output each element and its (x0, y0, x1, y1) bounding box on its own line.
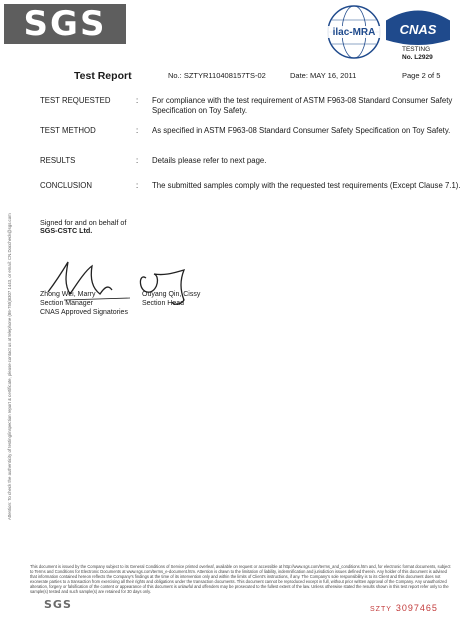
field-label: RESULTS (40, 156, 76, 165)
field-test-method (40, 126, 460, 150)
field-label: CONCLUSION (40, 181, 92, 190)
accreditation-label: TESTING (402, 46, 431, 53)
serial-digits: 3097465 (395, 603, 438, 613)
signatory-name: Zhong Wei, Marry (40, 291, 96, 298)
ilac-label: ilac-MRA (332, 27, 376, 38)
legal-disclaimer: This document is issued by the Company subject to its General Conditions of Service printed overleaf, available on request or accessible at http://www.sgs.com/terms_and_conditions.htm and, for electronic format documents, subject to Terms and Conditions for Electronic Documents at www.sgs.com/terms_e-document.htm. Attention is drawn to the limitation of liability, indemnification and jurisdiction issues defined therein. Any holder of this document is advised that information contained hereon reflects the Company's findings at the time of its intervention only and within the limits of Client's instructions, if any. The Company's sole responsibility is to its Client and this document does not exonerate parties to a transaction from exercising all their rights and obligations under the transaction documents. This document cannot be reproduced except in full, without prior written approval of the Company. Any unauthorized alteration, forgery or falsification of the content or appearance of this document is unlawful and offenders may be prosecuted to the fullest extent of the law. Unless otherwise stated the results shown in this test report refer only to the sample(s) tested and such sample(s) are retained for 30 days only. (30, 564, 451, 594)
signatory-name: Ouyang Qin, Cissy (142, 291, 201, 298)
field-colon: : (136, 126, 139, 135)
page-indicator: Page 2 of 5 (402, 71, 441, 80)
footer-sgs-logo: SGS (44, 598, 72, 611)
serial-number (370, 603, 438, 613)
sgs-logo: SGS (4, 4, 126, 44)
serial-prefix: SZTY (370, 606, 392, 613)
cnas-label: CNAS (399, 22, 437, 37)
field-label: TEST METHOD (40, 126, 96, 135)
company-name: SGS-CSTC Ltd. (40, 226, 93, 235)
ilac-globe-icon (322, 4, 386, 64)
report-title: Test Report (74, 70, 132, 82)
field-conclusion (40, 181, 460, 205)
signatory-title: Section Head (142, 300, 185, 307)
signatory-title: Section Manager (40, 300, 93, 307)
field-test-requested (40, 96, 460, 120)
report-date: Date: MAY 16, 2011 (290, 71, 357, 80)
field-value: For compliance with the test requirement of ASTM F963-08 Standard Consumer Safety Specification on Toy Safety. (152, 96, 453, 115)
signatory-left (40, 290, 128, 317)
signed-on-behalf: Signed for and on behalf of (40, 218, 127, 227)
report-number: No.: SZTYR110408157TS-02 (168, 71, 266, 80)
accreditation-info (382, 46, 452, 62)
field-value: The submitted samples comply with the requested test requirements (Except Clause 7.1). (152, 181, 461, 190)
field-colon: : (136, 156, 139, 165)
authenticity-notice: Attention: To check the authenticity of testing/inspection report & certificate, please contact us at telephone (86-755)8307 1443, or email: CN.Doccheck@sgs.com (7, 213, 12, 520)
cnas-logo (382, 6, 454, 50)
field-colon: : (136, 96, 139, 105)
signatory-right (142, 290, 200, 308)
field-value: As specified in ASTM F963-08 Standard Consumer Safety Specification on Toy Safety. (152, 126, 451, 135)
field-label: TEST REQUESTED (40, 96, 111, 105)
field-results (40, 156, 460, 170)
accreditation-number: No. L2929 (402, 54, 433, 61)
ilac-mra-logo (322, 4, 386, 64)
signatory-group: CNAS Approved Signatories (40, 309, 128, 316)
field-colon: : (136, 181, 139, 190)
field-value: Details please refer to next page. (152, 156, 267, 165)
